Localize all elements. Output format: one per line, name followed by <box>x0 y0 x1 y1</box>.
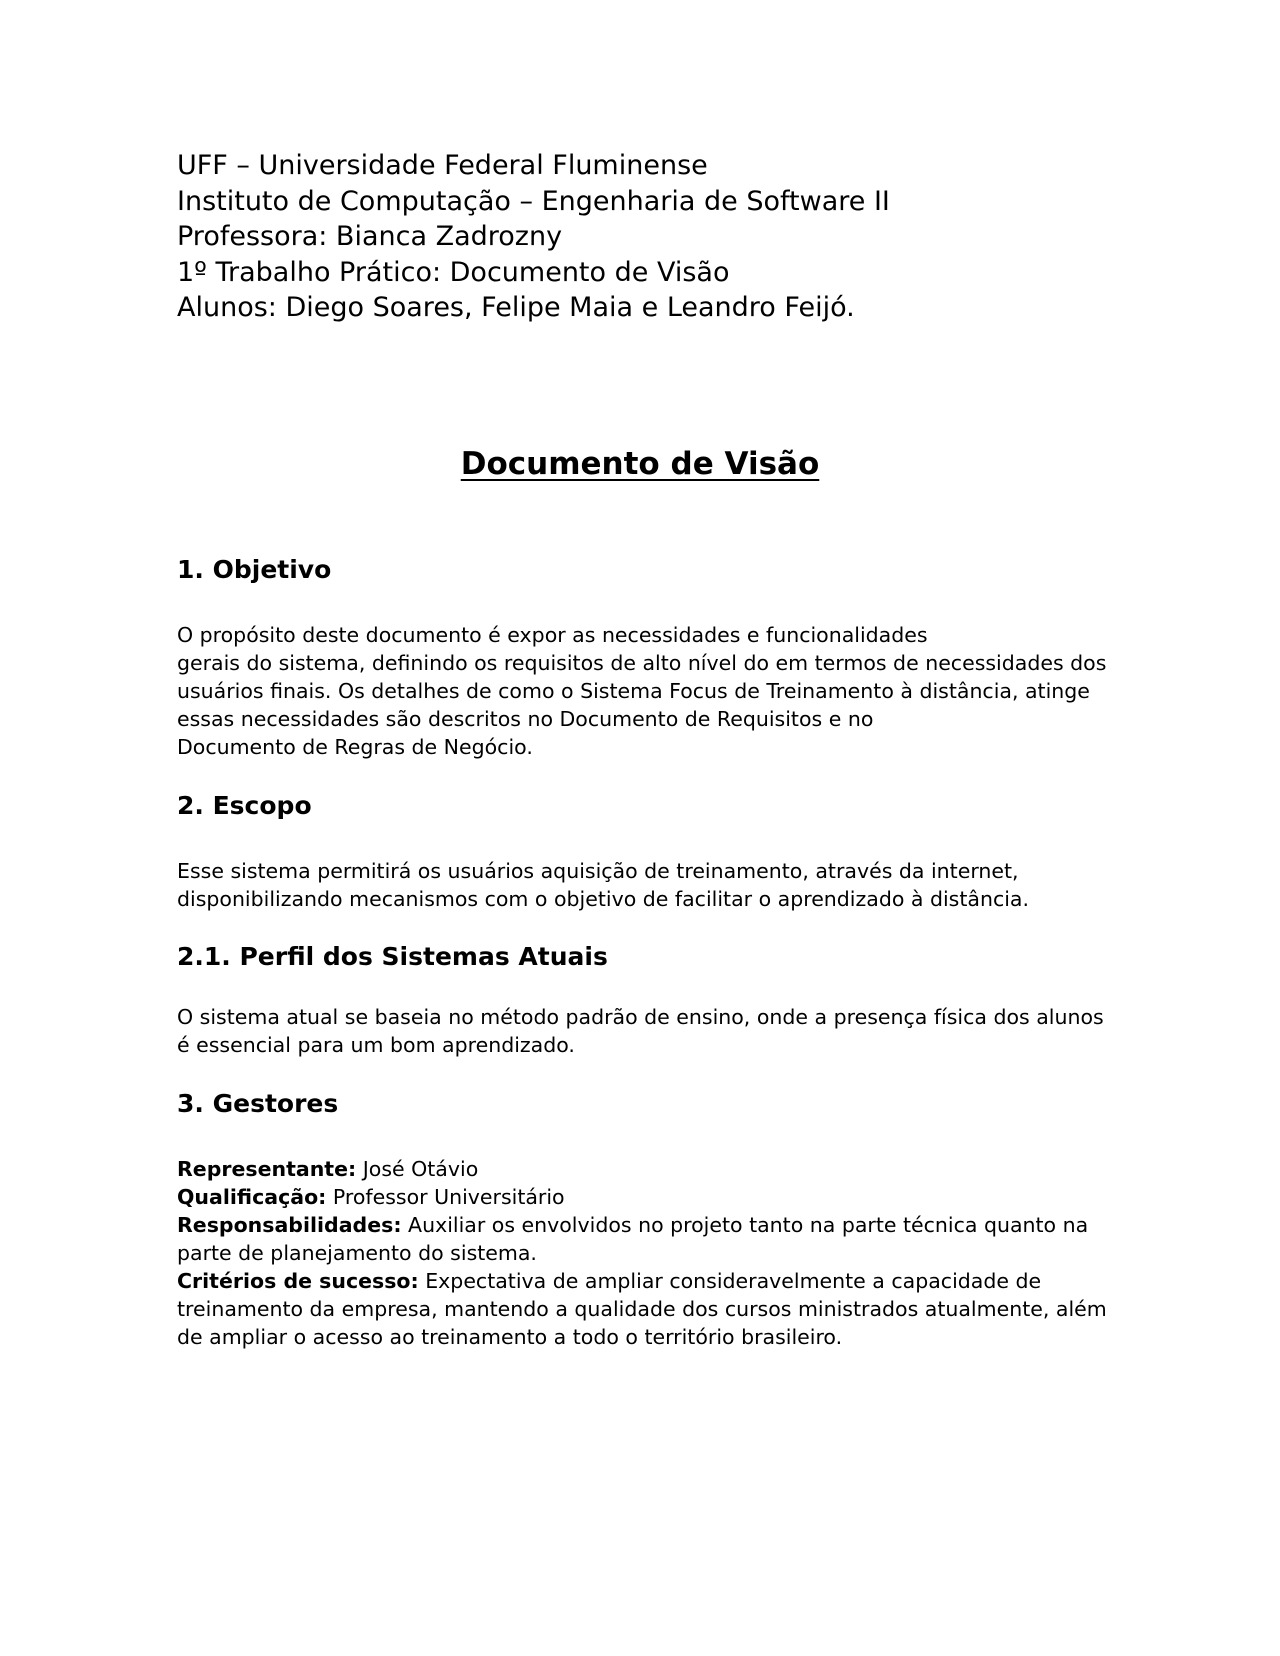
paragraph-line: Esse sistema permitirá os usuários aquisição de treinamento, através da internet, <box>177 859 1019 883</box>
header-students: Alunos: Diego Soares, Felipe Maia e Leandro Feijó. <box>177 292 855 323</box>
paragraph-line: disponibilizando mecanismos com o objetivo de facilitar o aprendizado à distância. <box>177 887 1030 911</box>
paragraph-line: O propósito deste documento é expor as necessidades e funcionalidades <box>177 623 928 647</box>
field-responsabilidades <box>177 1211 1097 1239</box>
paragraph-line: treinamento da empresa, mantendo a qualidade dos cursos ministrados atualmente, além <box>177 1297 1107 1321</box>
paragraph-line: essas necessidades são descritos no Documento de Requisitos e no <box>177 707 874 731</box>
section-body-gestores <box>177 1155 1107 1351</box>
document-title <box>0 446 1280 482</box>
field-value: Expectativa de ampliar consideravelmente a capacidade de <box>418 1269 1042 1293</box>
paragraph-line: O sistema atual se baseia no método padrão de ensino, onde a presença física dos alunos <box>177 1005 1104 1029</box>
section-body-escopo <box>177 857 1097 913</box>
paragraph-line: usuários finais. Os detalhes de como o Sistema Focus de Treinamento à distância, atinge <box>177 679 1090 703</box>
header-professor: Professora: Bianca Zadrozny <box>177 221 563 252</box>
section-heading-escopo: 2. Escopo <box>177 791 312 820</box>
paragraph-line: de ampliar o acesso ao treinamento a todo o território brasileiro. <box>177 1325 843 1349</box>
field-value: Professor Universitário <box>326 1185 565 1209</box>
section-heading-objetivo: 1. Objetivo <box>177 555 332 584</box>
paragraph-line: parte de planejamento do sistema. <box>177 1241 537 1265</box>
paragraph-line: é essencial para um bom aprendizado. <box>177 1033 575 1057</box>
section-heading-perfil: 2.1. Perfil dos Sistemas Atuais <box>177 942 608 971</box>
field-value: José Otávio <box>356 1157 479 1181</box>
header-assignment: 1º Trabalho Prático: Documento de Visão <box>177 256 730 288</box>
field-value: Auxiliar os envolvidos no projeto tanto na parte técnica quanto na <box>401 1213 1089 1237</box>
field-label: Representante: <box>177 1157 357 1181</box>
header-university: UFF – Universidade Federal Fluminense <box>177 150 708 181</box>
field-label: Qualificação: <box>177 1185 327 1209</box>
header-institute: Instituto de Computação – Engenharia de Software II <box>177 185 890 217</box>
paragraph-line: gerais do sistema, definindo os requisitos de alto nível do em termos de necessidades dos <box>177 651 1107 675</box>
field-qualificacao <box>177 1183 1097 1211</box>
section-heading-gestores: 3. Gestores <box>177 1089 339 1118</box>
document-header <box>177 148 1177 326</box>
field-representante <box>177 1155 1097 1183</box>
field-label: Critérios de sucesso: <box>177 1269 419 1293</box>
section-body-perfil <box>177 1003 1104 1059</box>
field-criterios <box>177 1267 1097 1295</box>
document-title-text: Documento de Visão <box>460 446 820 482</box>
paragraph-line: Documento de Regras de Negócio. <box>177 735 533 759</box>
section-body-objetivo <box>177 621 1107 761</box>
field-label: Responsabilidades: <box>177 1213 402 1237</box>
